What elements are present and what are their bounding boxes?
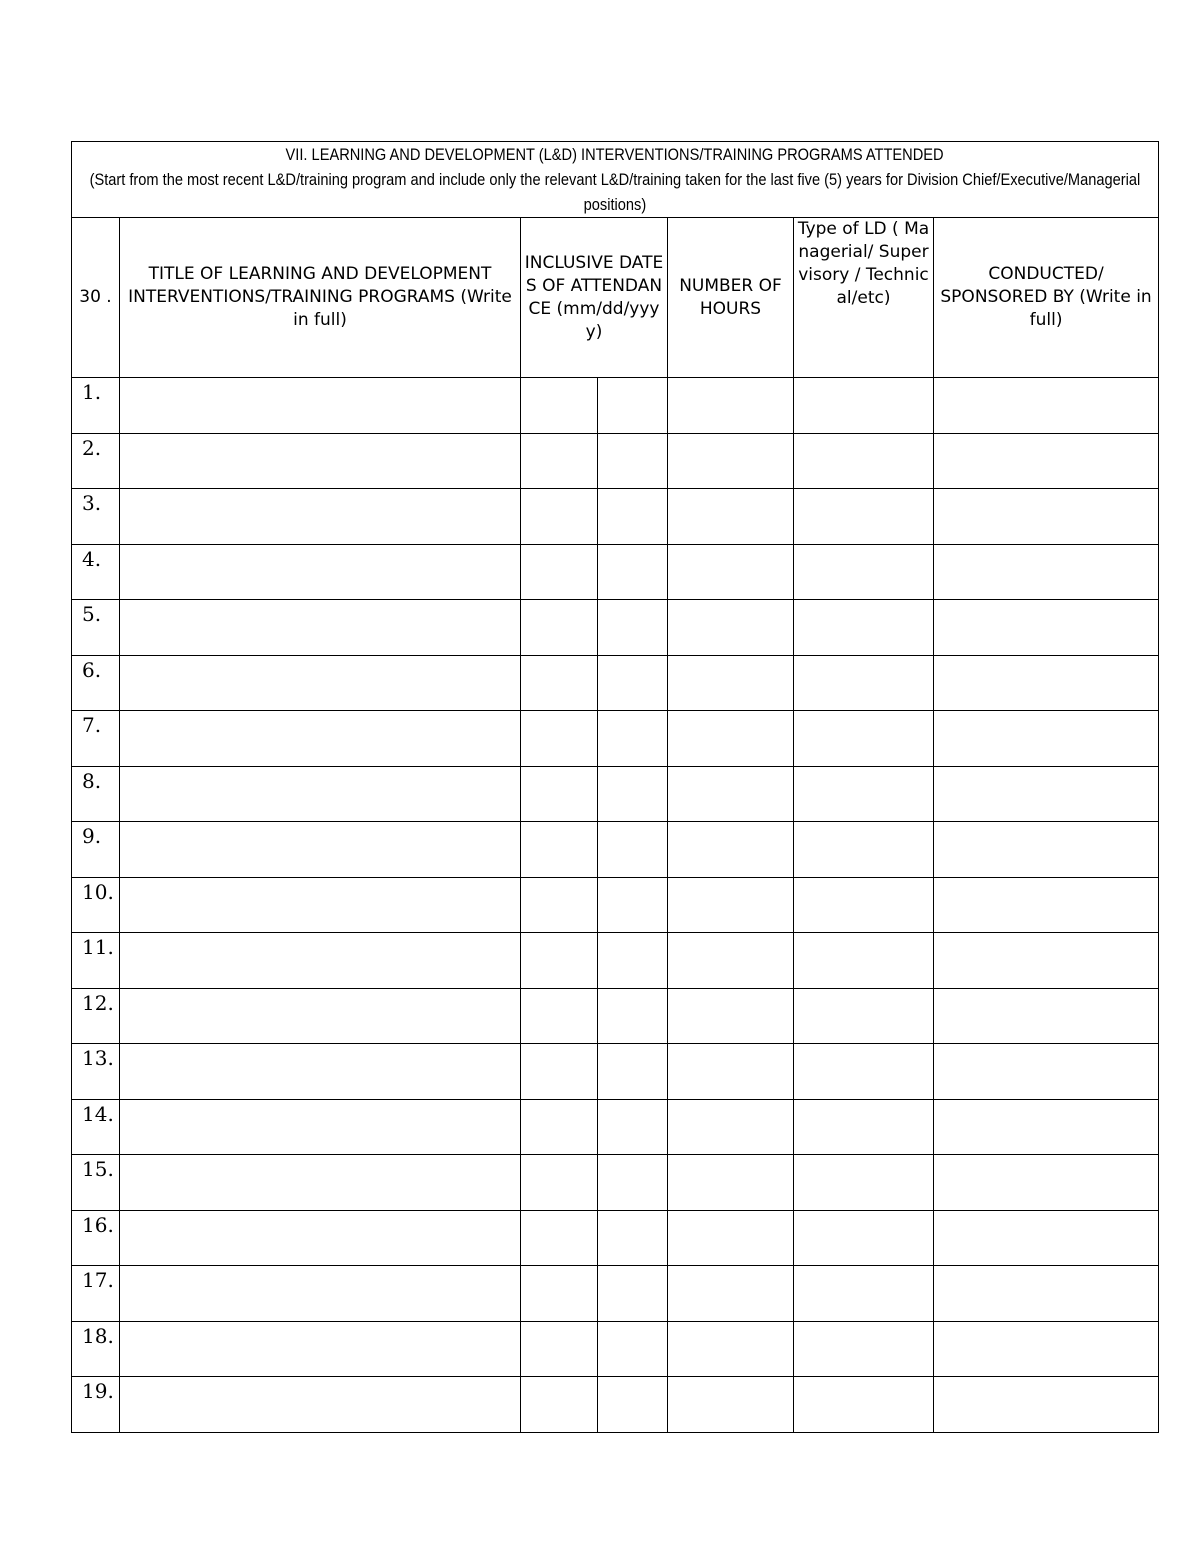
date-to-field[interactable] (598, 1266, 668, 1322)
table-row (72, 1155, 1159, 1211)
column-header-sponsor: CONDUCTED/ SPONSORED BY (Write in full) (934, 218, 1159, 378)
hours-field[interactable] (668, 988, 794, 1044)
date-from-field[interactable] (521, 1044, 598, 1100)
sponsor-field[interactable] (934, 1044, 1159, 1100)
sponsor-field[interactable] (934, 489, 1159, 545)
date-from-field[interactable] (521, 711, 598, 767)
hours-field[interactable] (668, 600, 794, 656)
sponsor-field[interactable] (934, 544, 1159, 600)
section-subtitle: (Start from the most recent L&D/training program and include only the relevant L&D/training taken for the last five (5) years for Division Chief/Executive/Managerial positions) (89, 170, 1141, 214)
table-row (72, 711, 1159, 767)
date-to-field[interactable] (598, 822, 668, 878)
date-to-field[interactable] (598, 877, 668, 933)
date-to-field[interactable] (598, 1044, 668, 1100)
title-field[interactable] (120, 1377, 521, 1433)
hours-field[interactable] (668, 711, 794, 767)
column-header-dates: INCLUSIVE DATES OF ATTENDANCE (mm/dd/yyyy) (521, 218, 668, 378)
table-row (72, 822, 1159, 878)
row-number: 15. (72, 1155, 120, 1211)
date-from-field[interactable] (521, 1210, 598, 1266)
type-field[interactable] (794, 766, 934, 822)
section-header-row (72, 142, 1159, 218)
row-number: 7. (72, 711, 120, 767)
row-number: 6. (72, 655, 120, 711)
date-to-field[interactable] (598, 378, 668, 434)
table-row (72, 378, 1159, 434)
column-header-title: TITLE OF LEARNING AND DEVELOPMENT INTERVENTIONS/TRAINING PROGRAMS (Write in full) (120, 218, 521, 378)
table-row (72, 1377, 1159, 1433)
table-row (72, 433, 1159, 489)
date-from-field[interactable] (521, 433, 598, 489)
date-to-field[interactable] (598, 988, 668, 1044)
title-field[interactable] (120, 766, 521, 822)
sponsor-field[interactable] (934, 933, 1159, 989)
title-field[interactable] (120, 655, 521, 711)
type-field[interactable] (794, 378, 934, 434)
title-field[interactable] (120, 489, 521, 545)
row-number: 3. (72, 489, 120, 545)
date-from-field[interactable] (521, 655, 598, 711)
date-to-field[interactable] (598, 600, 668, 656)
sponsor-field[interactable] (934, 655, 1159, 711)
table-row (72, 933, 1159, 989)
row-number: 1. (72, 378, 120, 434)
sponsor-field[interactable] (934, 711, 1159, 767)
hours-field[interactable] (668, 1321, 794, 1377)
date-from-field[interactable] (521, 1099, 598, 1155)
date-from-field[interactable] (521, 988, 598, 1044)
date-from-field[interactable] (521, 600, 598, 656)
date-to-field[interactable] (598, 489, 668, 545)
title-field[interactable] (120, 822, 521, 878)
column-header-row (72, 218, 1159, 378)
title-field[interactable] (120, 988, 521, 1044)
type-field[interactable] (794, 988, 934, 1044)
date-to-field[interactable] (598, 1099, 668, 1155)
row-number: 8. (72, 766, 120, 822)
type-field[interactable] (794, 1321, 934, 1377)
hours-field[interactable] (668, 822, 794, 878)
date-from-field[interactable] (521, 1321, 598, 1377)
date-from-field[interactable] (521, 1266, 598, 1322)
date-to-field[interactable] (598, 766, 668, 822)
title-field[interactable] (120, 544, 521, 600)
row-number: 16. (72, 1210, 120, 1266)
table-row (72, 766, 1159, 822)
hours-field[interactable] (668, 1377, 794, 1433)
type-field[interactable] (794, 1099, 934, 1155)
sponsor-field[interactable] (934, 378, 1159, 434)
type-field[interactable] (794, 711, 934, 767)
table-row (72, 1210, 1159, 1266)
hours-field[interactable] (668, 655, 794, 711)
title-field[interactable] (120, 1210, 521, 1266)
title-field[interactable] (120, 877, 521, 933)
sponsor-field[interactable] (934, 1266, 1159, 1322)
row-number: 13. (72, 1044, 120, 1100)
date-to-field[interactable] (598, 433, 668, 489)
hours-field[interactable] (668, 489, 794, 545)
hours-field[interactable] (668, 933, 794, 989)
hours-field[interactable] (668, 877, 794, 933)
title-field[interactable] (120, 711, 521, 767)
row-number: 18. (72, 1321, 120, 1377)
table-row (72, 1321, 1159, 1377)
hours-field[interactable] (668, 1099, 794, 1155)
type-field[interactable] (794, 600, 934, 656)
table-row (72, 655, 1159, 711)
type-field[interactable] (794, 655, 934, 711)
section-header (72, 142, 1159, 218)
table-row (72, 600, 1159, 656)
type-field[interactable] (794, 1155, 934, 1211)
row-number: 19. (72, 1377, 120, 1433)
date-from-field[interactable] (521, 544, 598, 600)
sponsor-field[interactable] (934, 988, 1159, 1044)
row-number: 12. (72, 988, 120, 1044)
row-number: 5. (72, 600, 120, 656)
column-header-type: Type of LD ( Managerial/ Supervisory / Technical/etc) (794, 218, 934, 378)
title-field[interactable] (120, 600, 521, 656)
row-number: 10. (72, 877, 120, 933)
date-to-field[interactable] (598, 655, 668, 711)
date-from-field[interactable] (521, 1377, 598, 1433)
hours-field[interactable] (668, 1155, 794, 1211)
title-field[interactable] (120, 1321, 521, 1377)
date-from-field[interactable] (521, 1155, 598, 1211)
type-field[interactable] (794, 544, 934, 600)
title-field[interactable] (120, 933, 521, 989)
title-field[interactable] (120, 378, 521, 434)
sponsor-field[interactable] (934, 822, 1159, 878)
row-number: 9. (72, 822, 120, 878)
type-field[interactable] (794, 1377, 934, 1433)
date-to-field[interactable] (598, 1210, 668, 1266)
title-field[interactable] (120, 1155, 521, 1211)
table-row (72, 1044, 1159, 1100)
row-number: 17. (72, 1266, 120, 1322)
hours-field[interactable] (668, 433, 794, 489)
title-field[interactable] (120, 1266, 521, 1322)
type-field[interactable] (794, 433, 934, 489)
column-header-number: 30 . (72, 218, 120, 378)
sponsor-field[interactable] (934, 877, 1159, 933)
hours-field[interactable] (668, 1266, 794, 1322)
sponsor-field[interactable] (934, 1099, 1159, 1155)
row-number: 4. (72, 544, 120, 600)
row-number: 14. (72, 1099, 120, 1155)
sponsor-field[interactable] (934, 433, 1159, 489)
table-row (72, 489, 1159, 545)
date-from-field[interactable] (521, 378, 598, 434)
hours-field[interactable] (668, 766, 794, 822)
type-field[interactable] (794, 933, 934, 989)
table-row (72, 1099, 1159, 1155)
date-to-field[interactable] (598, 1321, 668, 1377)
title-field[interactable] (120, 1044, 521, 1100)
section-title: VII. LEARNING AND DEVELOPMENT (L&D) INTERVENTIONS/TRAINING PROGRAMS ATTENDED (286, 145, 945, 164)
type-field[interactable] (794, 1044, 934, 1100)
training-programs-table (71, 141, 1159, 1433)
column-header-hours: NUMBER OF HOURS (668, 218, 794, 378)
date-to-field[interactable] (598, 544, 668, 600)
type-field[interactable] (794, 877, 934, 933)
row-number: 11. (72, 933, 120, 989)
hours-field[interactable] (668, 378, 794, 434)
date-from-field[interactable] (521, 489, 598, 545)
sponsor-field[interactable] (934, 766, 1159, 822)
type-field[interactable] (794, 822, 934, 878)
table-row (72, 1266, 1159, 1322)
hours-field[interactable] (668, 544, 794, 600)
type-field[interactable] (794, 489, 934, 545)
date-to-field[interactable] (598, 1377, 668, 1433)
date-from-field[interactable] (521, 933, 598, 989)
title-field[interactable] (120, 433, 521, 489)
date-from-field[interactable] (521, 822, 598, 878)
date-to-field[interactable] (598, 1155, 668, 1211)
type-field[interactable] (794, 1210, 934, 1266)
table-row (72, 877, 1159, 933)
table-row (72, 988, 1159, 1044)
table-row (72, 544, 1159, 600)
date-from-field[interactable] (521, 877, 598, 933)
sponsor-field[interactable] (934, 1377, 1159, 1433)
hours-field[interactable] (668, 1210, 794, 1266)
sponsor-field[interactable] (934, 1210, 1159, 1266)
sponsor-field[interactable] (934, 1321, 1159, 1377)
row-number: 2. (72, 433, 120, 489)
date-to-field[interactable] (598, 933, 668, 989)
sponsor-field[interactable] (934, 1155, 1159, 1211)
date-to-field[interactable] (598, 711, 668, 767)
date-from-field[interactable] (521, 766, 598, 822)
title-field[interactable] (120, 1099, 521, 1155)
hours-field[interactable] (668, 1044, 794, 1100)
type-field[interactable] (794, 1266, 934, 1322)
sponsor-field[interactable] (934, 600, 1159, 656)
